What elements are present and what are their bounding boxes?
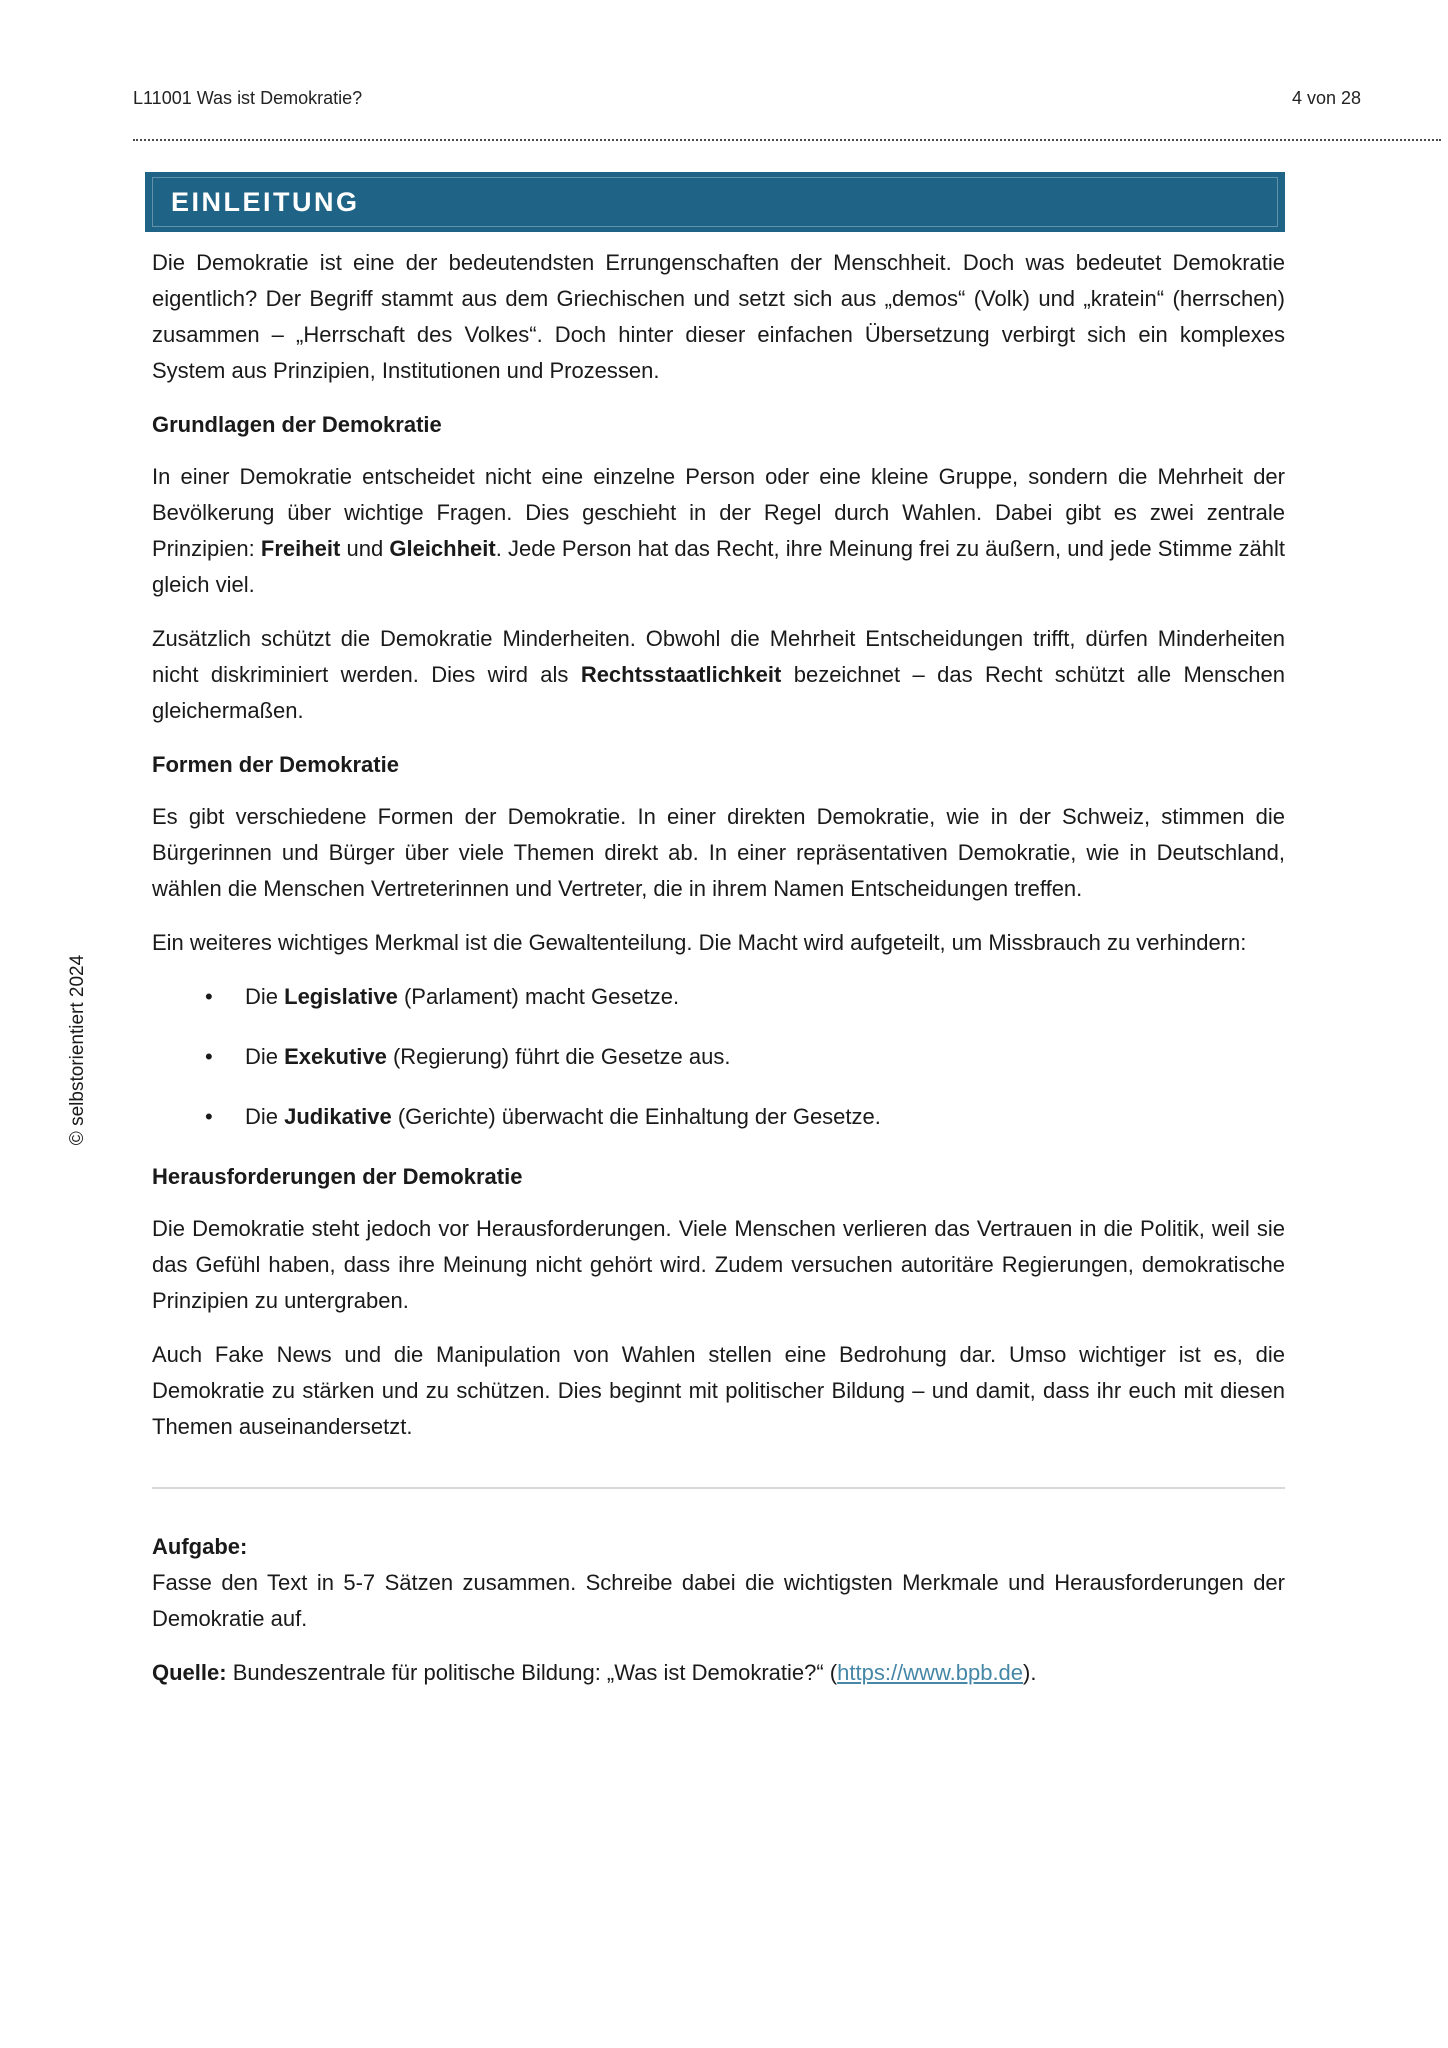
section-banner xyxy=(145,172,1285,232)
paragraph-grundlagen-2: Zusätzlich schützt die Demokratie Minderheiten. Obwohl die Mehrheit Entscheidungen trifft, dürfen Minderheiten nicht diskriminiert werden. Dies wird als Rechtsstaatlichkeit bezeichnet – das Recht schützt alle Menschen gleichermaßen. xyxy=(152,626,1285,723)
heading-herausforderungen: Herausforderungen der Demokratie xyxy=(152,1164,523,1189)
source-link[interactable]: https://www.bpb.de xyxy=(837,1660,1024,1685)
section-divider xyxy=(152,1487,1285,1489)
powers-bullet-list xyxy=(152,979,1285,1135)
header-page-number: 4 von 28 xyxy=(1291,88,1361,108)
header-divider xyxy=(133,139,1441,141)
source-line: Quelle: Bundeszentrale für politische Bildung: „Was ist Demokratie?“ (https://www.bpb.de). xyxy=(152,1660,1037,1685)
paragraph-gewaltenteilung: Ein weiteres wichtiges Merkmal ist die Gewaltenteilung. Die Macht wird aufgeteilt, um Missbrauch zu verhindern: xyxy=(152,930,1247,955)
list-item xyxy=(152,1099,1285,1135)
paragraph-formen: Es gibt verschiedene Formen der Demokratie. In einer direkten Demokratie, wie in der Schweiz, stimmen die Bürgerinnen und Bürger über viele Themen direkt ab. In einer repräsentativen Demokratie, wie in Deutschland, wählen die Menschen Vertreterinnen und Vertreter, die in ihrem Namen Entscheidungen treffen. xyxy=(152,804,1285,901)
heading-grundlagen: Grundlagen der Demokratie xyxy=(152,412,442,437)
task-text: Fasse den Text in 5-7 Sätzen zusammen. Schreibe dabei die wichtigsten Merkmale und Herausforderungen der Demokratie auf. xyxy=(152,1570,1285,1631)
list-item-text: Die Judikative (Gerichte) überwacht die Einhaltung der Gesetze. xyxy=(245,1104,881,1129)
copyright-note: © selbstorientiert 2024 xyxy=(67,954,88,1146)
header-course-code: L11001 Was ist Demokratie? xyxy=(133,88,363,108)
content-column xyxy=(152,245,1285,1709)
section-banner-title: EINLEITUNG xyxy=(171,186,360,217)
list-item-text: Die Legislative (Parlament) macht Gesetze. xyxy=(245,984,680,1009)
bullet-icon: • xyxy=(205,1104,213,1129)
list-item-text: Die Exekutive (Regierung) führt die Gesetze aus. xyxy=(245,1044,731,1069)
bullet-icon: • xyxy=(205,1044,213,1069)
page-header xyxy=(133,88,1361,109)
paragraph-herausforderungen-2: Auch Fake News und die Manipulation von Wahlen stellen eine Bedrohung dar. Umso wichtiger ist es, die Demokratie zu stärken und zu schützen. Dies beginnt mit politischer Bildung – und damit, dass ihr euch mit diesen Themen auseinandersetzt. xyxy=(152,1342,1285,1439)
task-label: Aufgabe: xyxy=(152,1534,248,1559)
heading-formen: Formen der Demokratie xyxy=(152,752,399,777)
intro-paragraph: Die Demokratie ist eine der bedeutendsten Errungenschaften der Menschheit. Doch was bedeutet Demokratie eigentlich? Der Begriff stammt aus dem Griechischen und setzt sich aus „demos“ (Volk) und „kratein“ (herrschen) zusammen – „Herrschaft des Volkes“. Doch hinter dieser einfachen Übersetzung verbirgt sich ein komplexes System aus Prinzipien, Institutionen und Prozessen. xyxy=(152,250,1285,383)
bullet-icon: • xyxy=(205,984,213,1009)
paragraph-herausforderungen-1: Die Demokratie steht jedoch vor Herausforderungen. Viele Menschen verlieren das Vertrauen in die Politik, weil sie das Gefühl haben, dass ihre Meinung nicht gehört wird. Zudem versuchen autoritäre Regierungen, demokratische Prinzipien zu untergraben. xyxy=(152,1216,1285,1313)
list-item xyxy=(152,979,1285,1015)
list-item xyxy=(152,1039,1285,1075)
paragraph-grundlagen-1: In einer Demokratie entscheidet nicht eine einzelne Person oder eine kleine Gruppe, sondern die Mehrheit der Bevölkerung über wichtige Fragen. Dies geschieht in der Regel durch Wahlen. Dabei gibt es zwei zentrale Prinzipien: Freiheit und Gleichheit. Jede Person hat das Recht, ihre Meinung frei zu äußern, und jede Stimme zählt gleich viel. xyxy=(152,464,1285,597)
